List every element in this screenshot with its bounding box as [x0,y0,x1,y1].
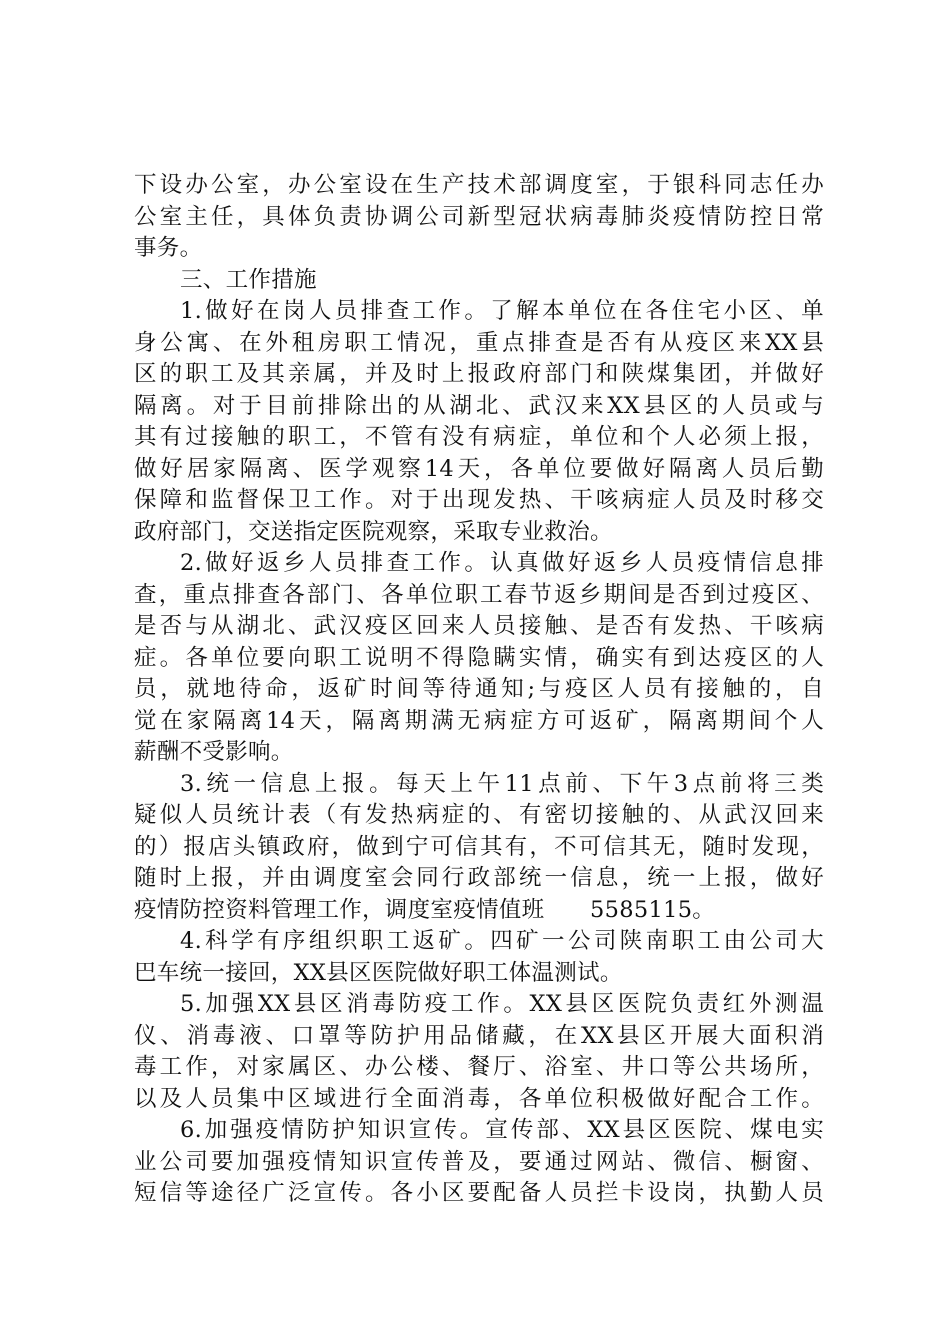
text-line: 区的职工及其亲属，并及时上报政府部门和陕煤集团，并做好 [134,361,824,387]
text-line: 随时上报，并由调度室会同行政部统一信息，统一上报，做好 [134,865,824,891]
text-line: 短信等途径广泛宣传。各小区要配备人员拦卡设岗，执勤人员 [134,1180,824,1206]
text-line: 觉在家隔离14天，隔离期满无病症方可返矿，隔离期间个人 [134,707,824,734]
text-line: 下设办公室，办公室设在生产技术部调度室，于银科同志任办 [134,172,824,198]
text-line: 做好居家隔离、医学观察14天，各单位要做好隔离人员后勤 [134,455,824,482]
text-line: 3.统一信息上报。每天上午11点前、下午3点前将三类 [180,770,824,797]
text-line: 疑似人员统计表（有发热病症的、有密切接触的、从武汉回来 [134,802,824,828]
text-line: 业公司要加强疫情知识宣传普及，要通过网站、微信、橱窗、 [134,1148,824,1175]
text-line: 仪、消毒液、口罩等防护用品储藏，在XX县区开展大面积消 [134,1022,824,1049]
text-line: 2.做好返乡人员排查工作。认真做好返乡人员疫情信息排 [180,550,824,576]
text-line: 症。各单位要向职工说明不得隐瞒实情，确实有到达疫区的人 [134,644,824,671]
text-line: 保障和监督保卫工作。对于出现发热、干咳病症人员及时移交 [134,487,824,513]
text-line: 三、工作措施 [180,266,317,293]
text-line: 6.加强疫情防护知识宣传。宣传部、XX县区医院、煤电实 [180,1117,824,1143]
text-line: 巴车统一接回，XX县区医院做好职工体温测试。 [134,959,623,986]
text-line: 疫情防控资料管理工作，调度室疫情值班 5585115。 [134,896,716,923]
text-line: 其有过接触的职工，不管有没有病症，单位和个人必须上报， [134,424,824,450]
text-line: 隔离。对于目前排除出的从湖北、武汉来XX县区的人员或与 [134,392,824,419]
text-line: 4.科学有序组织职工返矿。四矿一公司陕南职工由公司大 [180,928,824,954]
text-line: 毒工作，对家属区、办公楼、餐厅、浴室、井口等公共场所， [134,1054,824,1080]
document-body [134,170,824,1210]
text-line: 5.加强XX县区消毒防疫工作。XX县区医院负责红外测温 [180,991,824,1017]
text-line: 政府部门，交送指定医院观察，采取专业救治。 [134,518,613,545]
text-line: 身公寓、在外租房职工情况，重点排查是否有从疫区来XX县 [134,329,824,356]
text-line: 的）报店头镇政府，做到宁可信其有，不可信其无，随时发现， [134,833,824,860]
text-line: 1.做好在岗人员排查工作。了解本单位在各住宅小区、单 [180,298,824,324]
text-line: 事务。 [134,235,203,261]
text-line: 是否与从湖北、武汉疫区回来人员接触、是否有发热、干咳病 [134,613,824,639]
text-line: 以及人员集中区域进行全面消毒，各单位积极做好配合工作。 [134,1085,824,1112]
text-line: 查，重点排查各部门、各单位职工春节返乡期间是否到过疫区、 [134,581,824,608]
text-line: 薪酬不受影响。 [134,739,294,765]
text-line: 公室主任，具体负责协调公司新型冠状病毒肺炎疫情防控日常 [134,203,824,230]
text-line: 员，就地待命，返矿时间等待通知;与疫区人员有接触的，自 [134,676,824,702]
